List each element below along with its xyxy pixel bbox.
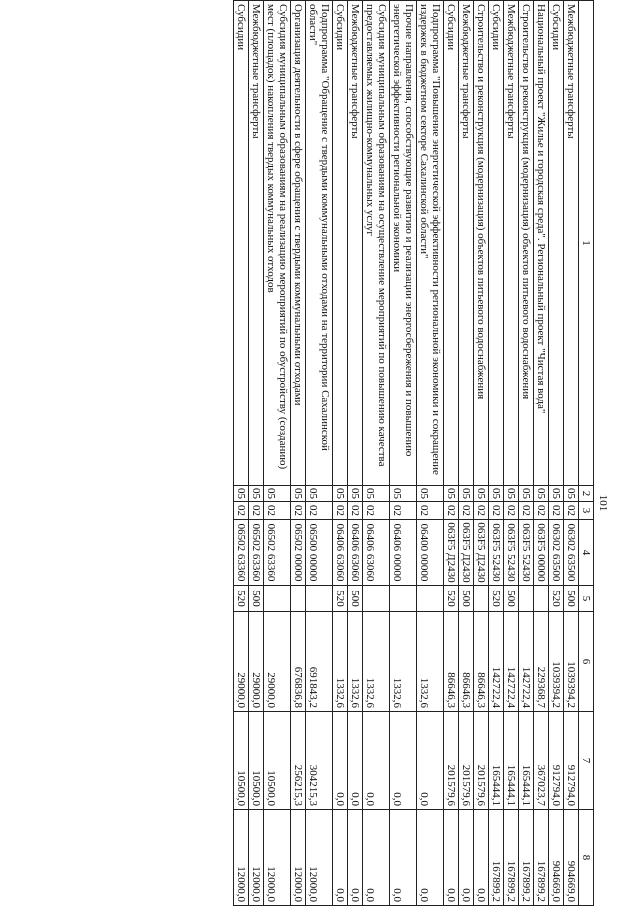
row-value-cell: 0,0	[459, 810, 474, 906]
table-row	[306, 1, 333, 906]
row-value-cell: 0,0	[348, 810, 363, 906]
row-value-cell: 06500 00000	[306, 520, 333, 586]
row-value-cell: 10500,0	[249, 712, 264, 810]
row-value-cell: 201579,6	[459, 712, 474, 810]
row-value-cell: 201579,6	[474, 712, 489, 810]
row-value-cell: 06400 00000	[417, 520, 444, 586]
row-value-cell: 02	[348, 502, 363, 520]
row-name-cell: Организация деятельности в сфере обращения с твердыми коммунальными отходами	[291, 1, 306, 486]
row-name-cell: Межбюджетные трансферты	[348, 1, 363, 486]
table-row	[417, 1, 444, 906]
table-row	[291, 1, 306, 906]
row-value-cell: 142722,4	[504, 612, 519, 712]
table-row	[504, 1, 519, 906]
table-row	[564, 1, 579, 906]
row-value-cell: 063F5 52430	[489, 520, 504, 586]
budget-table	[233, 0, 594, 906]
row-value-cell: 05	[363, 486, 390, 502]
row-name-cell: Строительство и реконструкция (модернизация) объектов питьевого водоснабжения	[474, 1, 489, 486]
row-value-cell: 367023,7	[534, 712, 549, 810]
row-value-cell: 063F5 Д2430	[444, 520, 459, 586]
row-value-cell: 063F5 Д2430	[459, 520, 474, 586]
table-row	[264, 1, 291, 906]
row-value-cell: 256215,3	[291, 712, 306, 810]
row-value-cell: 12000,0	[249, 810, 264, 906]
row-value-cell: 12000,0	[264, 810, 291, 906]
row-value-cell	[534, 586, 549, 612]
row-value-cell: 02	[489, 502, 504, 520]
row-name-cell: Субсидия муниципальным образованиям на реализацию мероприятий по обустройству (созданию) мест (площадок) накопления твердых коммунальных отходов	[264, 1, 291, 486]
row-value-cell: 167899,2	[534, 810, 549, 906]
row-value-cell: 12000,0	[291, 810, 306, 906]
row-value-cell: 165444,1	[489, 712, 504, 810]
row-value-cell: 05	[519, 486, 534, 502]
row-value-cell: 304215,3	[306, 712, 333, 810]
row-value-cell: 05	[249, 486, 264, 502]
row-value-cell: 86646,3	[474, 612, 489, 712]
row-value-cell: 06502 00000	[291, 520, 306, 586]
table-row	[474, 1, 489, 906]
row-value-cell: 904669,0	[564, 810, 579, 906]
row-value-cell: 10500,0	[234, 712, 249, 810]
row-value-cell: 10500,0	[264, 712, 291, 810]
row-value-cell: 06502 63360	[249, 520, 264, 586]
row-value-cell: 29000,0	[234, 612, 249, 712]
row-value-cell: 02	[459, 502, 474, 520]
row-value-cell: 1332,6	[390, 612, 417, 712]
row-value-cell: 02	[363, 502, 390, 520]
row-value-cell: 29000,0	[249, 612, 264, 712]
row-value-cell: 0,0	[348, 712, 363, 810]
row-value-cell: 06406 63060	[348, 520, 363, 586]
row-value-cell: 676836,8	[291, 612, 306, 712]
row-value-cell: 02	[306, 502, 333, 520]
row-value-cell: 500	[564, 586, 579, 612]
row-value-cell: 86646,3	[459, 612, 474, 712]
row-value-cell: 02	[564, 502, 579, 520]
row-value-cell: 29000,0	[264, 612, 291, 712]
row-value-cell: 904669,0	[549, 810, 564, 906]
row-value-cell: 05	[333, 486, 348, 502]
row-value-cell: 05	[291, 486, 306, 502]
row-value-cell: 520	[333, 586, 348, 612]
table-body	[234, 1, 579, 906]
column-header: 7	[579, 712, 594, 810]
table-row	[234, 1, 249, 906]
row-value-cell: 06502 63360	[264, 520, 291, 586]
column-header: 8	[579, 810, 594, 906]
row-value-cell: 02	[291, 502, 306, 520]
document-sheet	[14, 0, 640, 905]
row-name-cell: Подпрограмма "Повышение энергетической эффективности региональной экономики и сокращение издержек в бюджетном секторе Сахалинской области"	[417, 1, 444, 486]
row-value-cell: 500	[249, 586, 264, 612]
row-value-cell: 06406 63060	[333, 520, 348, 586]
row-value-cell: 06406 63060	[363, 520, 390, 586]
row-value-cell: 167899,2	[519, 810, 534, 906]
row-value-cell: 12000,0	[306, 810, 333, 906]
row-value-cell	[291, 586, 306, 612]
row-value-cell: 167899,2	[489, 810, 504, 906]
row-value-cell: 02	[519, 502, 534, 520]
row-value-cell: 500	[459, 586, 474, 612]
row-value-cell: 0,0	[417, 712, 444, 810]
row-value-cell: 1332,6	[333, 612, 348, 712]
row-name-cell: Межбюджетные трансферты	[564, 1, 579, 486]
column-header: 4	[579, 520, 594, 586]
row-value-cell	[264, 586, 291, 612]
row-value-cell: 201579,6	[444, 712, 459, 810]
row-value-cell: 165444,1	[504, 712, 519, 810]
row-value-cell: 05	[549, 486, 564, 502]
row-value-cell: 02	[504, 502, 519, 520]
table-row	[348, 1, 363, 906]
row-value-cell: 520	[234, 586, 249, 612]
row-value-cell: 02	[417, 502, 444, 520]
row-value-cell: 02	[474, 502, 489, 520]
row-value-cell: 691843,2	[306, 612, 333, 712]
row-value-cell: 05	[234, 486, 249, 502]
row-name-cell: Субсидии	[333, 1, 348, 486]
row-value-cell	[519, 586, 534, 612]
row-name-cell: Строительство и реконструкция (модернизация) объектов питьевого водоснабжения	[519, 1, 534, 486]
row-value-cell: 063F5 00000	[534, 520, 549, 586]
table-row	[333, 1, 348, 906]
row-value-cell: 063F5 52430	[519, 520, 534, 586]
row-value-cell	[417, 586, 444, 612]
row-value-cell: 167899,2	[504, 810, 519, 906]
row-value-cell: 0,0	[333, 810, 348, 906]
row-value-cell: 05	[390, 486, 417, 502]
row-value-cell: 1332,6	[417, 612, 444, 712]
table-row	[249, 1, 264, 906]
row-name-cell: Межбюджетные трансферты	[504, 1, 519, 486]
row-name-cell: Подпрограмма "Обращение с твердыми коммунальными отходами на территории Сахалинской области"	[306, 1, 333, 486]
row-value-cell: 0,0	[363, 712, 390, 810]
row-value-cell: 0,0	[444, 810, 459, 906]
row-value-cell: 0,0	[417, 810, 444, 906]
row-value-cell: 12000,0	[234, 810, 249, 906]
row-name-cell: Национальный проект "Жилье и городская среда". Региональный проект "Чистая вода"	[534, 1, 549, 486]
table-row	[489, 1, 504, 906]
column-header: 5	[579, 586, 594, 612]
row-value-cell: 142722,4	[489, 612, 504, 712]
row-value-cell: 06302 63500	[549, 520, 564, 586]
table-row	[390, 1, 417, 906]
row-value-cell: 520	[489, 586, 504, 612]
row-value-cell: 05	[348, 486, 363, 502]
table-row	[549, 1, 564, 906]
row-value-cell: 05	[459, 486, 474, 502]
row-value-cell: 1332,6	[363, 612, 390, 712]
page-number: 101	[597, 494, 609, 512]
table-row	[519, 1, 534, 906]
row-name-cell: Субсидии	[444, 1, 459, 486]
row-value-cell: 05	[306, 486, 333, 502]
row-value-cell: 05	[504, 486, 519, 502]
column-header: 2	[579, 486, 594, 502]
row-value-cell: 912794,0	[549, 712, 564, 810]
row-value-cell: 0,0	[474, 810, 489, 906]
row-value-cell: 063F5 Д2430	[474, 520, 489, 586]
row-name-cell: Субсидии	[549, 1, 564, 486]
row-value-cell: 02	[234, 502, 249, 520]
row-value-cell: 500	[348, 586, 363, 612]
row-value-cell: 05	[474, 486, 489, 502]
row-value-cell: 05	[489, 486, 504, 502]
row-name-cell: Субсидия муниципальным образованиям на осуществление мероприятий по повышению качества предоставляемых жилищно-коммунальных услуг	[363, 1, 390, 486]
header-row	[579, 1, 594, 906]
row-value-cell: 0,0	[390, 712, 417, 810]
row-value-cell: 229368,7	[534, 612, 549, 712]
row-value-cell: 0,0	[333, 712, 348, 810]
row-value-cell: 06502 63360	[234, 520, 249, 586]
row-value-cell: 912794,0	[564, 712, 579, 810]
column-header: 1	[579, 1, 594, 486]
row-name-cell: Субсидии	[234, 1, 249, 486]
row-value-cell: 05	[534, 486, 549, 502]
rotated-table-wrapper	[14, 0, 594, 905]
row-value-cell	[390, 586, 417, 612]
column-header: 3	[579, 502, 594, 520]
table-row	[444, 1, 459, 906]
row-value-cell: 05	[444, 486, 459, 502]
row-value-cell: 02	[264, 502, 291, 520]
row-value-cell: 063F5 52430	[504, 520, 519, 586]
row-value-cell: 142722,4	[519, 612, 534, 712]
row-value-cell: 86646,3	[444, 612, 459, 712]
table-row	[534, 1, 549, 906]
row-value-cell: 06406 00000	[390, 520, 417, 586]
row-value-cell: 1332,6	[348, 612, 363, 712]
row-value-cell	[474, 586, 489, 612]
row-value-cell: 02	[549, 502, 564, 520]
row-value-cell: 02	[333, 502, 348, 520]
row-name-cell: Прочие направления, способствующие развитию и реализации энергосбережения и повышению энергетической эффективности региональной экономики	[390, 1, 417, 486]
row-value-cell: 500	[504, 586, 519, 612]
table-row	[363, 1, 390, 906]
row-value-cell: 02	[444, 502, 459, 520]
row-value-cell: 05	[417, 486, 444, 502]
row-value-cell: 1039394,2	[549, 612, 564, 712]
row-value-cell: 1039394,2	[564, 612, 579, 712]
row-value-cell: 0,0	[363, 810, 390, 906]
row-value-cell: 165444,1	[519, 712, 534, 810]
row-value-cell: 02	[390, 502, 417, 520]
row-value-cell: 520	[549, 586, 564, 612]
row-name-cell: Субсидии	[489, 1, 504, 486]
row-value-cell: 02	[249, 502, 264, 520]
row-value-cell: 520	[444, 586, 459, 612]
row-value-cell: 05	[564, 486, 579, 502]
row-name-cell: Межбюджетные трансферты	[249, 1, 264, 486]
row-value-cell	[363, 586, 390, 612]
row-name-cell: Межбюджетные трансферты	[459, 1, 474, 486]
row-value-cell: 0,0	[390, 810, 417, 906]
row-value-cell	[306, 586, 333, 612]
column-header: 6	[579, 612, 594, 712]
row-value-cell: 06302 63500	[564, 520, 579, 586]
table-row	[459, 1, 474, 906]
row-value-cell: 02	[534, 502, 549, 520]
row-value-cell: 05	[264, 486, 291, 502]
